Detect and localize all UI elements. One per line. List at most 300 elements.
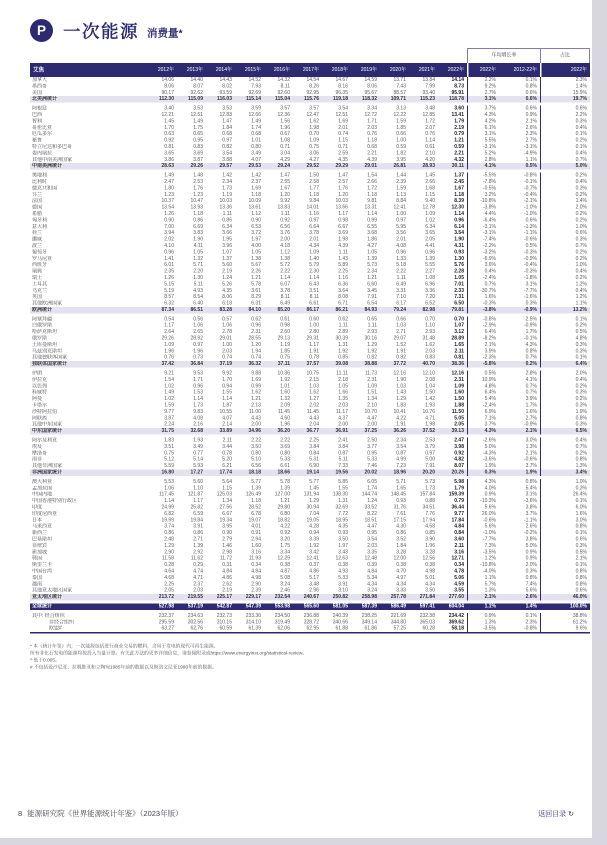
cell-value: 2.00 [280, 236, 290, 243]
cell-value: 17.94 [422, 517, 435, 523]
cell-value: 36.84 [190, 361, 203, 367]
cell-value: 1.72 [425, 118, 435, 124]
cell-growth: 6.9% [467, 409, 499, 415]
cell-growth: -0.3% [523, 268, 537, 275]
cell-value: 0.99 [251, 383, 261, 389]
cell-value: 116.03 [216, 96, 232, 102]
row-label: 罗马尼亚 [32, 255, 52, 262]
row-label: 德国 [32, 204, 42, 211]
cell-value: 8.16 [338, 83, 348, 89]
cell-growth: -0.9% [523, 421, 537, 428]
cell-growth: -0.6% [523, 236, 537, 243]
cell-value: 2.31 [454, 376, 464, 383]
cell-value: 40.70 [422, 361, 435, 367]
cell-value: 1.21 [251, 274, 261, 281]
cell-value: 10.70 [364, 408, 377, 415]
cell-value: 1.47 [222, 118, 232, 124]
cell-value: 96.35 [335, 89, 348, 96]
cell-value: 1.20 [338, 191, 348, 198]
cell-value: 4.93 [338, 568, 348, 574]
cell-value: 37.42 [161, 361, 174, 367]
cell-share: 0.3% [540, 118, 590, 124]
cell-value: 1.59 [396, 185, 406, 191]
cell-growth: 1.2% [467, 556, 499, 562]
cell-value: 4.82 [454, 456, 464, 463]
cell-value: 95.91 [451, 89, 464, 96]
cell-growth: -3.8% [467, 307, 499, 313]
cell-value: 0.71 [280, 143, 290, 150]
cell-share: 0.5% [540, 549, 590, 555]
cell-value: 1.55 [338, 485, 348, 491]
cell-growth: 4.1% [467, 163, 499, 169]
row-label: 中国内地 [32, 491, 52, 498]
cell-value: 4.22 [396, 415, 406, 421]
cell-value: 3.95 [396, 156, 406, 163]
row-label: 全球统计 [32, 603, 52, 609]
cell-value: 4.59 [454, 581, 464, 587]
cell-growth: 0.5% [525, 242, 537, 249]
cell-growth: 4.4% [467, 211, 499, 217]
cell-value: 0.96 [425, 249, 435, 255]
row-label: 特立尼达和多巴哥 [32, 143, 72, 150]
cell-value: 1.18 [251, 498, 261, 504]
cell-value: 319.49 [274, 619, 290, 625]
cell-value: 1.05 [251, 249, 261, 255]
cell-value: 1.01 [251, 137, 261, 144]
cell-value: 0.97 [309, 217, 319, 223]
row-label: 越南 [32, 581, 42, 587]
cell-value: 12.56 [422, 555, 435, 562]
cell-value: 1.92 [338, 348, 348, 354]
cell-value: 28.63 [161, 163, 174, 169]
cell-growth: 3.7% [525, 463, 537, 469]
cell-value: 1.86 [367, 236, 377, 243]
cell-value: 4.97 [396, 574, 406, 581]
row-label: 荷兰 [32, 230, 42, 236]
cell-value: 63.27 [161, 625, 174, 632]
cell-growth: -5.5% [467, 173, 499, 179]
cell-growth: 5.2% [467, 150, 499, 156]
cell-share: 0.2% [540, 249, 590, 255]
cell-value: 3.77 [367, 443, 377, 450]
cell-value: 5.11 [338, 456, 348, 463]
cell-value: 3.31 [396, 287, 406, 294]
cell-growth: -6.9% [467, 256, 499, 262]
cell-value: 0.65 [367, 316, 377, 322]
cell-value: 6.60 [367, 281, 377, 287]
cell-value: 5.76 [454, 262, 464, 268]
cell-value: 1.84 [396, 542, 406, 549]
cell-value: 3.53 [222, 105, 232, 112]
cell-growth: 6.1% [467, 125, 499, 131]
cell-value: 131.94 [303, 491, 319, 498]
cell-share: 0.1% [540, 530, 590, 536]
cell-share: 0.2% [540, 217, 590, 223]
cell-value: 2.15 [309, 376, 319, 383]
cell-value: 13.66 [335, 204, 348, 211]
cell-value: 8.22 [367, 510, 377, 517]
page-number: 8 [18, 809, 23, 818]
cell-value: 12.10 [422, 370, 435, 377]
cell-value: 6.78 [251, 510, 261, 517]
cell-share: 0.4% [540, 438, 590, 444]
cell-value: 5.01 [425, 574, 435, 581]
cell-value: 2.16 [193, 421, 203, 428]
cell-growth: 3.7% [467, 106, 499, 112]
cell-value: 13.61 [248, 204, 261, 211]
cell-value: 547.39 [245, 603, 261, 609]
year-header: 2022年 [447, 67, 464, 73]
cell-share: 1.6% [540, 511, 590, 517]
cell-value: 1.06 [193, 322, 203, 329]
cell-value: 3.98 [454, 443, 464, 450]
cell-value: 2.31 [367, 376, 377, 383]
cell-value: 1.41 [164, 255, 174, 262]
cell-value: 19.84 [190, 517, 203, 523]
footer-source: 8 能源研究院《世界能源统计年鉴》（2023年版） [18, 809, 183, 818]
cell-value: 1.32 [280, 396, 290, 402]
cell-value: 1.09 [309, 137, 319, 144]
cell-value: 33.89 [219, 428, 232, 434]
cell-value: 8.11 [280, 294, 290, 300]
cell-value: 5.71 [396, 478, 406, 485]
cell-value: 28.55 [248, 335, 261, 342]
cell-value: 0.38 [396, 562, 406, 568]
back-to-toc-link[interactable]: 返回目录 ↻ [538, 809, 574, 818]
cell-value: 229.17 [245, 594, 261, 600]
cell-value: 3.43 [338, 549, 348, 555]
cell-share: 0.2% [540, 138, 590, 144]
cell-value: 0.74 [222, 354, 232, 361]
cell-growth: 0.7% [467, 281, 499, 287]
cell-growth: 1.1% [525, 156, 537, 163]
cell-value: 36.77 [306, 428, 319, 434]
cell-value: 3.84 [309, 443, 319, 450]
cell-value: 3.72 [251, 230, 261, 236]
cell-value: 1.73 [193, 402, 203, 409]
cell-growth: 0.7% [525, 383, 537, 389]
cell-value: 11.93 [248, 555, 261, 562]
cell-value: 86.21 [335, 306, 348, 313]
cell-value: 4.84 [367, 568, 377, 574]
cell-value: 1.92 [367, 348, 377, 354]
cell-value: 4.64 [164, 568, 174, 574]
cell-value: 0.34 [251, 562, 261, 568]
cell-value: 9.83 [193, 408, 203, 415]
cell-value: 27.56 [219, 504, 232, 510]
cell-value: 3.65 [425, 230, 435, 236]
cell-value: 11.62 [190, 555, 203, 562]
cell-value: 0.92 [454, 450, 464, 456]
year-header: 2015年 [244, 67, 261, 73]
cell-value: 3.54 [222, 150, 232, 156]
cell-value: 2.03 [338, 402, 348, 409]
cell-share: 0.1% [540, 355, 590, 361]
cell-value: 2.71 [396, 329, 406, 335]
cell-value: 8.29 [251, 294, 261, 300]
cell-value: 4.39 [367, 156, 377, 163]
cell-value: 3.55 [454, 587, 464, 594]
cell-value: 2.07 [425, 124, 435, 131]
cell-value: 4.34 [309, 242, 319, 249]
cell-value: 1.90 [396, 376, 406, 383]
cell-value: 3.51 [309, 287, 319, 294]
cell-value: 369.62 [448, 619, 464, 625]
cell-value: 2.11 [454, 542, 464, 549]
cell-value: 37.25 [364, 428, 377, 434]
cell-growth: 2.7% [525, 415, 537, 421]
cell-value: 1.83 [396, 402, 406, 409]
cell-value: 3.53 [193, 105, 203, 112]
cell-value: 8.07 [193, 83, 203, 89]
cell-value: 6.36 [338, 281, 348, 287]
cell-value: 8.39 [454, 198, 464, 204]
cell-value: 6.69 [193, 223, 203, 230]
cell-value: 2.53 [425, 437, 435, 444]
row-label: 中国香港特别行政区 [32, 498, 77, 504]
cell-value: 0.73 [193, 354, 203, 361]
cell-value: 115.04 [274, 96, 290, 102]
cell-growth: 0.8% [525, 574, 537, 581]
cell-growth: -3.8% [467, 205, 499, 211]
cell-value: 527.98 [158, 603, 174, 609]
cell-value: 3.34 [367, 105, 377, 112]
cell-growth: -0.3% [467, 301, 499, 307]
cell-value: 28.52 [248, 504, 261, 510]
cell-value: 3.52 [396, 536, 406, 542]
cell-share: 0.2% [540, 450, 590, 456]
cell-growth: 1.7% [525, 402, 537, 409]
cell-growth: 7.1% [467, 415, 499, 421]
cell-value: 0.85 [338, 354, 348, 361]
cell-value: 2.71 [193, 536, 203, 542]
row-label: 沙特阿拉伯 [32, 408, 57, 415]
cell-value: 10.36 [277, 370, 290, 377]
cell-value: 1.91 [396, 421, 406, 428]
cell-value: 12.72 [364, 111, 377, 118]
cell-value: 277.60 [448, 594, 464, 600]
table-group-headers [30, 48, 590, 63]
cell-value: 2.08 [425, 376, 435, 383]
cell-value: 3.74 [164, 523, 174, 530]
cell-value: 3.79 [425, 443, 435, 450]
row-label: 瑞典 [32, 268, 42, 275]
cell-value: 4.71 [425, 415, 435, 421]
cell-value: 0.86 [193, 217, 203, 223]
cell-value: 8.26 [309, 83, 319, 89]
cell-value: 1.06 [164, 485, 174, 491]
row-label: 科威特 [32, 389, 47, 396]
cell-value: 5.15 [164, 281, 174, 287]
cell-value: 1.40 [309, 255, 319, 262]
row-label: 芬兰 [32, 191, 42, 198]
cell-value: 39.08 [335, 361, 348, 367]
cell-value: 6.90 [309, 463, 319, 469]
cell-value: 3.10 [338, 587, 348, 594]
cell-value: 295.59 [158, 619, 174, 625]
cell-value: 2.39 [396, 178, 406, 185]
cell-value: 3.04 [280, 150, 290, 156]
cell-value: 2.14 [222, 421, 232, 428]
cell-value: 2.04 [309, 421, 319, 428]
cell-value: 349.14 [361, 619, 377, 625]
cell-growth: -1.0% [523, 210, 537, 217]
cell-share: 1.0% [540, 224, 590, 230]
cell-value: 5.98 [454, 478, 464, 485]
cell-growth: -8.2% [467, 336, 499, 342]
cell-value: 2.59 [338, 150, 348, 156]
cell-value: 4.18 [280, 242, 290, 249]
cell-value: 30.16 [364, 335, 377, 342]
cell-value: 34.96 [248, 428, 261, 434]
cell-value: 1.83 [164, 437, 174, 444]
cell-value: 1.98 [425, 421, 435, 428]
cell-value: 5.85 [338, 478, 348, 485]
cell-value: 5.55 [425, 262, 435, 268]
cell-share: 4.8% [540, 336, 590, 342]
row-label: 委内瑞拉 [32, 150, 52, 156]
cell-value: 1.12 [251, 210, 261, 217]
cell-value: 14.06 [161, 77, 174, 83]
cell-value: 1.14 [280, 274, 290, 281]
row-label: 土耳其 [32, 281, 47, 287]
cell-value: 1.11 [396, 274, 406, 281]
cell-growth: 0.2% [525, 361, 537, 367]
cell-growth: 1.7% [525, 329, 537, 335]
cell-value: 1.62 [425, 341, 435, 348]
page-footer [18, 808, 574, 819]
row-label: 捷克共和国 [32, 185, 57, 191]
cell-value: 4.84 [251, 568, 261, 574]
cell-value: 14.59 [364, 77, 377, 83]
cell-value: 240.39 [332, 612, 348, 619]
cell-value: 92.62 [190, 89, 203, 96]
cell-value: 4.20 [425, 156, 435, 163]
cell-value: 2.33 [454, 287, 464, 294]
cell-value: 3.61 [251, 287, 261, 294]
row-label: 阿根廷 [32, 105, 47, 112]
cell-value: 3.60 [454, 536, 464, 542]
cell-value: 1.98 [338, 236, 348, 243]
cell-value: 36.26 [393, 428, 406, 434]
cell-value: 0.82 [222, 143, 232, 150]
cell-value: 6.32 [164, 300, 174, 307]
cell-value: 0.86 [222, 217, 232, 223]
cell-share: 0.2% [540, 396, 590, 402]
cell-value: 1.02 [164, 396, 174, 402]
cell-value: 314.10 [245, 619, 261, 625]
cell-value: 8.07 [454, 463, 464, 469]
cell-value: 13.54 [161, 204, 174, 211]
cell-growth: -0.9% [523, 255, 537, 262]
row-label: 伊拉克 [32, 376, 47, 383]
cell-value: 2.10 [425, 150, 435, 156]
cell-share: 0.6% [540, 536, 590, 542]
cell-value: 5.73 [425, 478, 435, 485]
cell-value: 19.56 [335, 469, 348, 476]
cell-growth: 1.6% [467, 294, 499, 300]
cell-value: 7.00 [164, 223, 174, 230]
cell-value: 92.60 [277, 89, 290, 96]
cell-value: 565.60 [303, 603, 319, 609]
cell-value: 4.87 [280, 568, 290, 574]
cell-value: 29.80 [277, 504, 290, 510]
cell-growth: -3.1% [467, 144, 499, 150]
cell-value: 6.49 [280, 300, 290, 307]
cell-value: 39.13 [451, 428, 464, 434]
cell-value: 57.25 [393, 625, 406, 632]
cell-value: 2.13 [251, 402, 261, 409]
cell-value: 28.93 [422, 163, 435, 169]
cell-value: 2.48 [164, 536, 174, 542]
cell-value: 92.95 [306, 89, 319, 96]
cell-value: 1.34 [367, 396, 377, 402]
cell-value: 1.14 [309, 274, 319, 281]
cell-value: 3.45 [367, 287, 377, 294]
cell-value: 1.56 [280, 118, 290, 124]
cell-value: 9.77 [164, 408, 174, 415]
row-label: 其中: 经合组织 [32, 612, 65, 619]
row-label: 波兰 [32, 242, 42, 249]
cell-value: 0.70 [454, 316, 464, 322]
cell-value: 0.57 [222, 316, 232, 322]
cell-share: 1.2% [540, 294, 590, 300]
cell-value: 2.41 [338, 437, 348, 444]
cell-growth: 2.6% [525, 124, 537, 131]
cell-share: 0.8% [540, 575, 590, 581]
cell-value: 4.39 [338, 242, 348, 249]
cell-value: 542.87 [216, 603, 232, 609]
cell-value: 1.29 [309, 498, 319, 504]
cell-growth: 26.0% [467, 511, 499, 517]
cell-value: 4.84 [454, 523, 464, 530]
cell-value: 2.94 [251, 536, 261, 542]
cell-value: 1.67 [454, 185, 464, 191]
cell-value: 238.25 [361, 612, 377, 619]
cell-growth: -7.8% [467, 179, 499, 185]
row-label: 土库曼斯坦 [32, 341, 57, 348]
cell-value: 9.81 [367, 198, 377, 204]
cell-value: 1.62 [309, 389, 319, 396]
cell-value: 3.20 [280, 536, 290, 542]
cell-value: 6.01 [164, 262, 174, 268]
cell-growth: -0.8% [523, 625, 537, 632]
cell-value: 2.27 [425, 268, 435, 275]
cell-value: 31.75 [161, 428, 174, 434]
cell-value: 4.43 [309, 415, 319, 421]
cell-value: 6.43 [309, 281, 319, 287]
cell-value: 20.02 [364, 469, 377, 476]
cell-growth: 3.1% [525, 491, 537, 498]
year-header: 2021年 [418, 67, 435, 73]
cell-value: 1.54 [164, 376, 174, 383]
cell-value: 0.38 [425, 562, 435, 568]
cell-value: 1.72 [367, 185, 377, 191]
cell-value: 3.06 [309, 150, 319, 156]
cell-value: 257.78 [390, 594, 406, 600]
cell-value: 60.28 [422, 625, 435, 632]
cell-value: 19.99 [161, 517, 174, 523]
row-label: 新加坡 [32, 549, 47, 555]
cell-value: 1.16 [338, 274, 348, 281]
cell-value: 37.11 [277, 361, 290, 367]
cell-value: 0.77 [193, 450, 203, 456]
cell-value: 232.54 [274, 594, 290, 600]
page-header [30, 18, 183, 43]
cell-growth: 5.6% [525, 587, 537, 594]
cell-value: 2.00 [338, 421, 348, 428]
row-label: 摩洛哥 [32, 450, 47, 456]
